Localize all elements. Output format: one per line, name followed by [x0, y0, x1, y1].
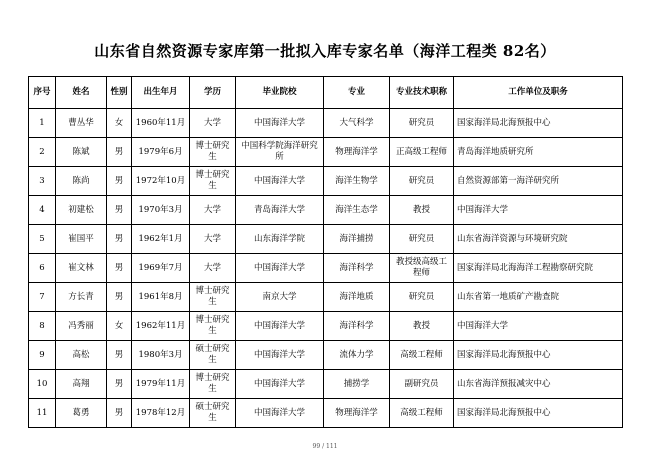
column-header-name: 姓名: [56, 77, 107, 109]
cell-education: 博士研究生: [190, 138, 236, 167]
cell-seq: 9: [29, 341, 56, 370]
cell-birth-date: 1962年11月: [132, 312, 190, 341]
cell-seq: 5: [29, 225, 56, 254]
cell-graduate-school: 中国科学院海洋研究所: [236, 138, 324, 167]
cell-seq: 7: [29, 283, 56, 312]
cell-name: 高翔: [56, 370, 107, 399]
cell-birth-date: 1978年12月: [132, 399, 190, 428]
cell-name: 陈斌: [56, 138, 107, 167]
table-row: [29, 399, 623, 428]
cell-seq: 6: [29, 254, 56, 283]
cell-major: 捕捞学: [324, 370, 390, 399]
page-number: 99 / 111: [312, 443, 338, 450]
cell-employer: 中国海洋大学: [454, 196, 623, 225]
cell-employer: 自然资源部第一海洋研究所: [454, 167, 623, 196]
cell-birth-date: 1969年7月: [132, 254, 190, 283]
cell-employer: 国家海洋局北海预报中心: [454, 109, 623, 138]
expert-roster-table: [28, 76, 623, 428]
cell-employer: 国家海洋局北海预报中心: [454, 399, 623, 428]
cell-title: 高级工程师: [390, 341, 454, 370]
cell-title: 研究员: [390, 167, 454, 196]
cell-birth-date: 1972年10月: [132, 167, 190, 196]
table-row: [29, 283, 623, 312]
cell-gender: 男: [107, 283, 132, 312]
cell-major: 海洋科学: [324, 312, 390, 341]
table-row: [29, 196, 623, 225]
column-header-major: 专业: [324, 77, 390, 109]
cell-name: 初建松: [56, 196, 107, 225]
cell-gender: 女: [107, 109, 132, 138]
cell-gender: 男: [107, 138, 132, 167]
cell-major: 海洋捕捞: [324, 225, 390, 254]
cell-graduate-school: 中国海洋大学: [236, 370, 324, 399]
cell-graduate-school: 南京大学: [236, 283, 324, 312]
cell-graduate-school: 中国海洋大学: [236, 254, 324, 283]
cell-major: 海洋地质: [324, 283, 390, 312]
cell-education: 博士研究生: [190, 312, 236, 341]
cell-education: 硕士研究生: [190, 341, 236, 370]
cell-birth-date: 1980年3月: [132, 341, 190, 370]
cell-education: 大学: [190, 109, 236, 138]
cell-employer: 山东省海洋预报减灾中心: [454, 370, 623, 399]
cell-gender: 男: [107, 399, 132, 428]
cell-graduate-school: 中国海洋大学: [236, 167, 324, 196]
column-header-graduate-school: 毕业院校: [236, 77, 324, 109]
cell-title: 研究员: [390, 283, 454, 312]
cell-title: 高级工程师: [390, 399, 454, 428]
table-row: [29, 254, 623, 283]
cell-title: 教授级高级工程师: [390, 254, 454, 283]
cell-major: 海洋生态学: [324, 196, 390, 225]
cell-graduate-school: 中国海洋大学: [236, 109, 324, 138]
cell-graduate-school: 青岛海洋大学: [236, 196, 324, 225]
cell-gender: 男: [107, 225, 132, 254]
cell-graduate-school: 中国海洋大学: [236, 399, 324, 428]
cell-gender: 女: [107, 312, 132, 341]
cell-gender: 男: [107, 254, 132, 283]
table-row: [29, 138, 623, 167]
cell-seq: 10: [29, 370, 56, 399]
cell-birth-date: 1979年11月: [132, 370, 190, 399]
cell-major: 流体力学: [324, 341, 390, 370]
column-header-education: 学历: [190, 77, 236, 109]
cell-major: 物理海洋学: [324, 138, 390, 167]
column-header-gender: 性别: [107, 77, 132, 109]
cell-birth-date: 1970年3月: [132, 196, 190, 225]
column-header-seq: 序号: [29, 77, 56, 109]
page-title: 山东省自然资源专家库第一批拟入库专家名单（海洋工程类 82名）: [94, 42, 556, 60]
cell-name: 崔文林: [56, 254, 107, 283]
cell-gender: 男: [107, 196, 132, 225]
cell-employer: 山东省海洋资源与环境研究院: [454, 225, 623, 254]
cell-birth-date: 1962年1月: [132, 225, 190, 254]
cell-major: 物理海洋学: [324, 399, 390, 428]
cell-seq: 2: [29, 138, 56, 167]
cell-education: 大学: [190, 225, 236, 254]
cell-graduate-school: 中国海洋大学: [236, 312, 324, 341]
cell-major: 海洋生物学: [324, 167, 390, 196]
cell-graduate-school: 中国海洋大学: [236, 341, 324, 370]
cell-graduate-school: 山东海洋学院: [236, 225, 324, 254]
cell-name: 崔国平: [56, 225, 107, 254]
cell-education: 博士研究生: [190, 167, 236, 196]
cell-name: 冯秀丽: [56, 312, 107, 341]
table-row: [29, 341, 623, 370]
cell-employer: 青岛海洋地质研究所: [454, 138, 623, 167]
cell-name: 曹丛华: [56, 109, 107, 138]
cell-seq: 11: [29, 399, 56, 428]
cell-employer: 国家海洋局北海预报中心: [454, 341, 623, 370]
cell-birth-date: 1960年11月: [132, 109, 190, 138]
cell-employer: 中国海洋大学: [454, 312, 623, 341]
cell-gender: 男: [107, 341, 132, 370]
cell-birth-date: 1979年6月: [132, 138, 190, 167]
cell-title: 教授: [390, 312, 454, 341]
cell-major: 大气科学: [324, 109, 390, 138]
cell-education: 博士研究生: [190, 283, 236, 312]
table-row: [29, 109, 623, 138]
table-header-row: [29, 77, 623, 109]
table-row: [29, 312, 623, 341]
cell-title: 副研究员: [390, 370, 454, 399]
cell-education: 博士研究生: [190, 370, 236, 399]
table-body: [29, 109, 623, 428]
cell-name: 陈尚: [56, 167, 107, 196]
cell-employer: 山东省第一地质矿产勘查院: [454, 283, 623, 312]
cell-name: 葛勇: [56, 399, 107, 428]
table-row: [29, 370, 623, 399]
column-header-employer: 工作单位及职务: [454, 77, 623, 109]
cell-education: 大学: [190, 196, 236, 225]
cell-title: 教授: [390, 196, 454, 225]
cell-seq: 1: [29, 109, 56, 138]
column-header-title: 专业技术职称: [390, 77, 454, 109]
cell-education: 硕士研究生: [190, 399, 236, 428]
cell-title: 研究员: [390, 109, 454, 138]
cell-employer: 国家海洋局北海海洋工程勘察研究院: [454, 254, 623, 283]
cell-title: 研究员: [390, 225, 454, 254]
cell-name: 高松: [56, 341, 107, 370]
cell-birth-date: 1961年8月: [132, 283, 190, 312]
cell-gender: 男: [107, 370, 132, 399]
table-row: [29, 225, 623, 254]
cell-major: 海洋科学: [324, 254, 390, 283]
cell-name: 方长青: [56, 283, 107, 312]
table-row: [29, 167, 623, 196]
cell-title: 正高级工程师: [390, 138, 454, 167]
cell-seq: 3: [29, 167, 56, 196]
cell-education: 大学: [190, 254, 236, 283]
cell-seq: 8: [29, 312, 56, 341]
cell-gender: 男: [107, 167, 132, 196]
cell-seq: 4: [29, 196, 56, 225]
column-header-birth-date: 出生年月: [132, 77, 190, 109]
